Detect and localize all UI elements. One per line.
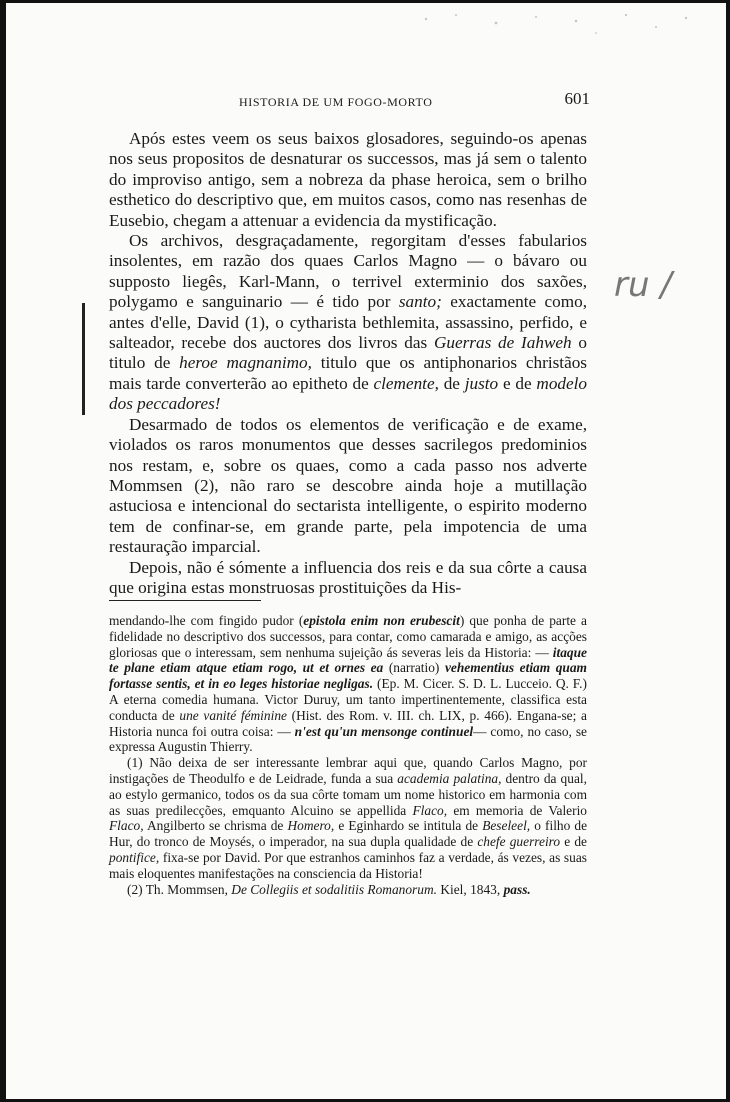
margin-handwritten-annotation: ru / <box>614 265 672 305</box>
paragraph-3: Desarmado de todos os elementos de verificação e de exame, violados os raros monumentos que desses sacrilegos predominios nos restam, e, sobre os quaes, como a cada passo nos adverte Mommsen (2), não raro se descobre ainda hoje a mutillação astuciosa e intencional do sectarista intelligente, o espirito moderno tem de confinar-se, em grande parte, pela impotencia de uma restauração imparcial. <box>109 414 587 557</box>
scan-noise <box>386 9 716 45</box>
paragraph-1: Após estes veem os seus baixos glosadores, seguindo-os apenas nos seus propositos de desnaturar os successos, mas já sem o talento do improviso antigo, sem a nobreza da phase heroica, sem o brilho esthetico do descriptivo que, em muitos casos, como nas resenhas de Eusebio, chegam a attenuar a evidencia da mystificação. <box>109 129 587 230</box>
footnotes <box>109 613 587 897</box>
footnote-2: (2) Th. Mommsen, De Collegiis et sodalitiis Romanorum. Kiel, 1843, pass. <box>127 881 531 897</box>
paragraph-2: Os archivos, desgraçadamente, regorgitam d'esses fabularios insolentes, em razão dos quaes Carlos Magno — o bávaro ou supposto liegês, Karl-Mann, o terrivel exterminio dos saxões, polygamo e sanguinario — é tido por santo; exactamente como, antes d'elle, David (1), o cytharista bethlemita, assassino, perfido, e salteador, recebe dos auctores dos livros das Guerras de Iahweh o titulo de heroe magnanimo, titulo que os antiphonarios christãos mais tarde converterão ao epitheto de clemente, de justo e de modelo dos peccadores! <box>109 231 588 414</box>
paragraph-4: Depois, não é sómente a influencia dos reis e da sua côrte a causa que origina estas monstruosas prostituições da His- <box>109 557 587 597</box>
footnote-rule <box>109 600 261 601</box>
main-text <box>109 129 587 598</box>
page-number: 601 <box>564 89 590 108</box>
running-title: HISTORIA DE UM FOGO-MORTO <box>239 95 433 109</box>
footnote-continuation: mendando-lhe com fingido pudor (epistola enim non erubescit) que ponha de parte a fidelidade no descriptivo dos successos, para contar, como camarada e amigo, as acções gloriosas que o interessam, sem nenhuma sujeição ás severas leis da Historia: — itaque te plane etiam atque etiam rogo, ut et ornes ea (narratio) vehementius etiam quam fortasse sentis, et in eo leges historiae negligas. (Ep. M. Cicer. S. D. L. Lucceio. Q. F.) A eterna comedia humana. Victor Duruy, um tanto impertinentemente, classifica esta conducta de une vanité féminine (Hist. des Rom. v. III. ch. LIX, p. 466). Engana-se; a Historia nunca foi outra coisa: — n'est qu'un mensonge continuel— como, no caso, se expressa Augustin Thierry. <box>109 613 587 755</box>
margin-pencil-mark <box>82 303 85 415</box>
footnote-1: (1) Não deixa de ser interessante lembrar aqui que, quando Carlos Magno, por instigações de Theodulfo e de Leidrade, funda a sua academia palatina, dentro da qual, ao estylo germanico, todos os da sua côrte tomam um nome historico em harmonia com as suas predilecções, emquanto Alcuino se appellida Flaco, em memoria de Valerio Flaco, Angilberto se chrisma de Homero, e Eginhardo se intitula de Beseleel, o filho de Hur, do tronco de Moysés, o imperador, na sua dupla qualidade de chefe guerreiro e de pontifice, fixa-se por David. Por que estranhos caminhos faz a verdade, ás vezes, as suas mais eloquentes manifestações na consciencia da Historia! <box>109 755 588 881</box>
